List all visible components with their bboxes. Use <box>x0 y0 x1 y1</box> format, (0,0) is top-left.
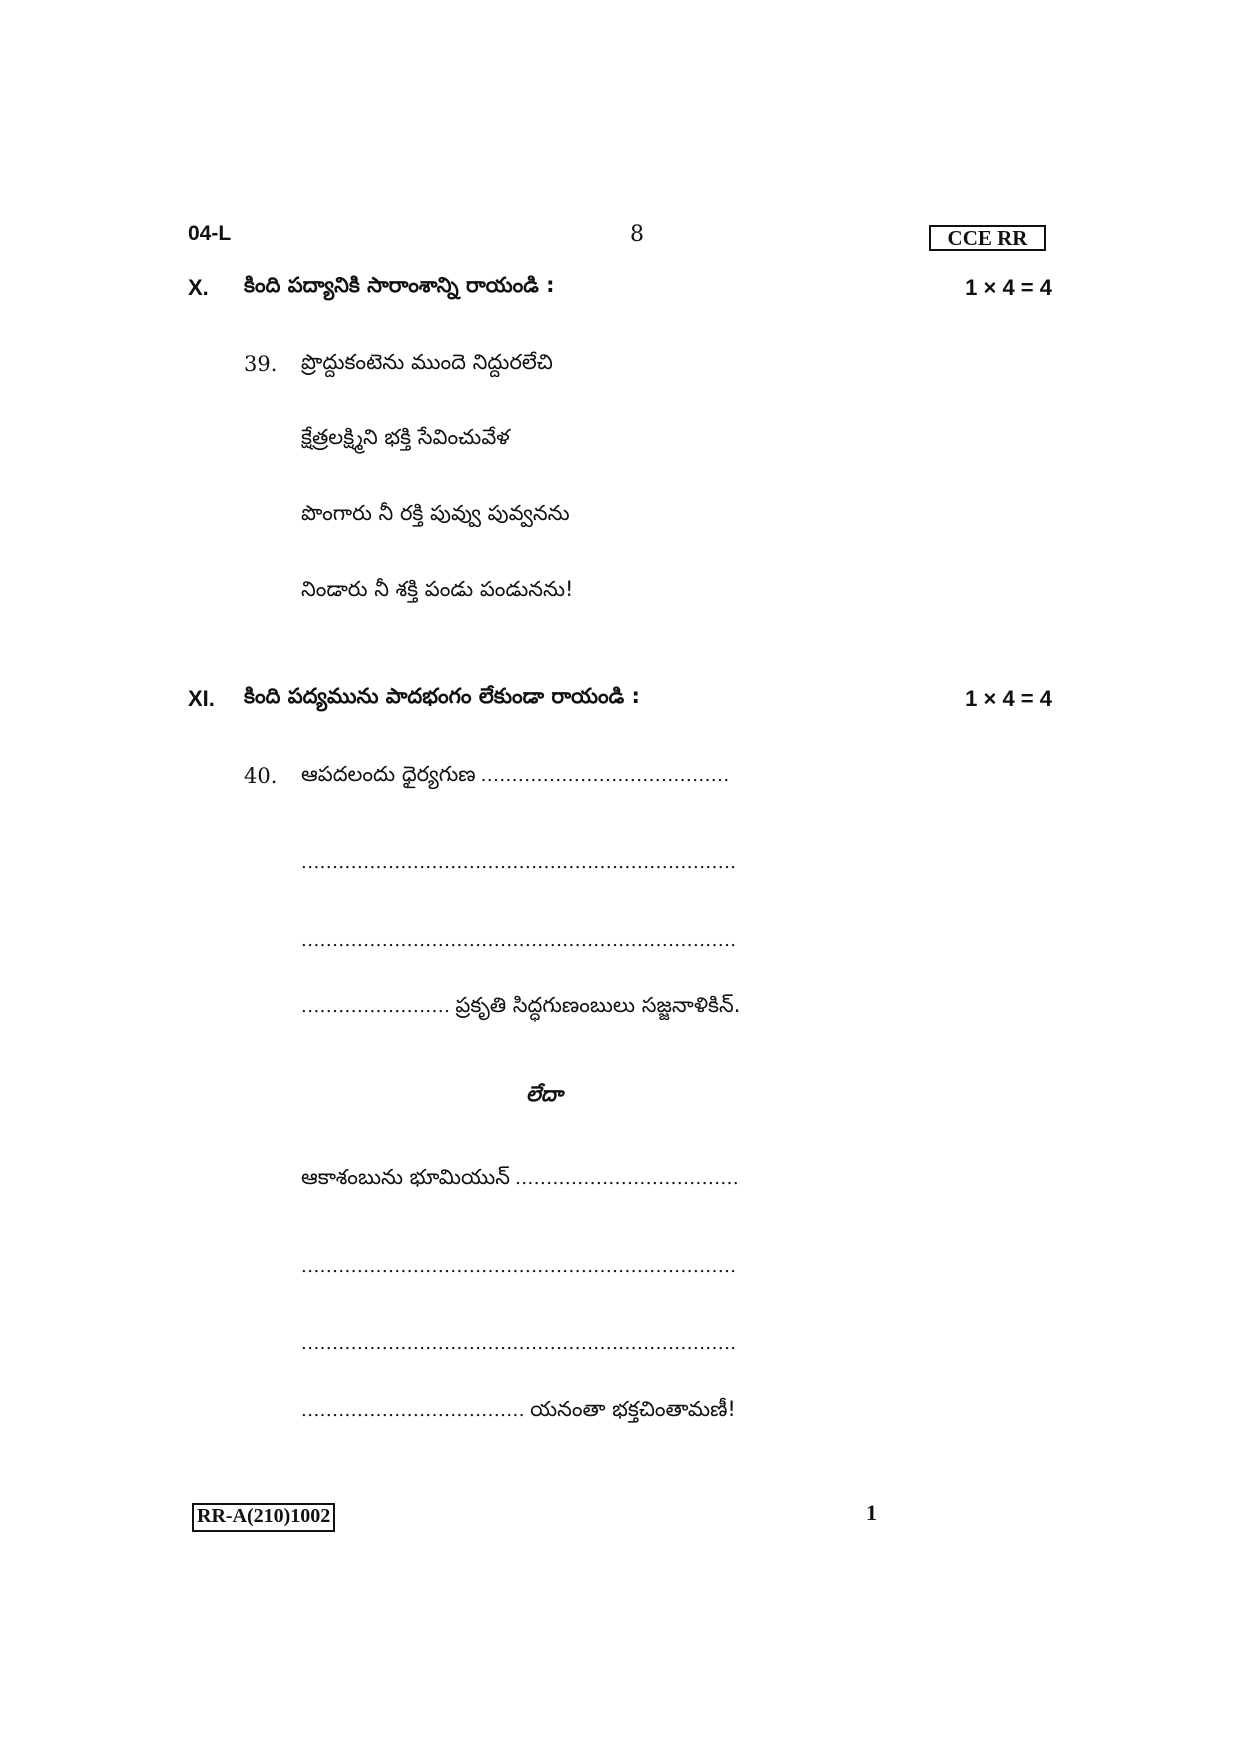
option-b-line-4 <box>301 1397 736 1427</box>
blank-dots: .................................... <box>301 1400 525 1421</box>
page-number: 8 <box>630 222 644 247</box>
section-xi-instruction: కింది పద్యమును పాదభంగం లేకుండా రాయండి : <box>244 684 640 708</box>
exam-board-box: CCE RR <box>929 225 1046 251</box>
blank-dots: ........................ <box>301 996 451 1017</box>
blank-dots: ........................................ <box>480 765 730 786</box>
or-label: లేదా <box>526 1082 563 1106</box>
option-b-line-1-text: ఆకాశంబును భూమియున్ <box>301 1165 511 1189</box>
paper-code: 04-L <box>188 222 232 245</box>
option-b-line-1 <box>301 1165 739 1195</box>
section-x-marks: 1 × 4 = 4 <box>965 275 1052 300</box>
blank-dots: .................................... <box>515 1168 740 1189</box>
section-x-instruction: కింది పద్యానికి సారాంశాన్ని రాయండి : <box>244 273 555 297</box>
verse-line-4: నిండారు నీ శక్తి పండు పండునను! <box>301 577 574 601</box>
option-a-line-2-blank: ...................................................................... <box>301 852 737 873</box>
verse-line-1: ప్రొద్దుకంటెను ముందె నిద్దురలేచి <box>301 350 553 374</box>
option-a-line-1-text: ఆపదలందు ధైర్యగుణ <box>301 762 476 786</box>
verse-line-2: క్షేత్రలక్ష్మిని భక్తి సేవించువేళ <box>301 425 510 449</box>
verse-line-3: పొంగారు నీ రక్తి పువ్వు పువ్వనను <box>301 501 570 525</box>
question-40-number: 40. <box>244 764 278 788</box>
option-a-line-4-text: ప్రకృతి సిద్ధగుణంబులు సజ్జనాళికిన్. <box>455 993 741 1017</box>
section-x-number: X. <box>188 275 209 300</box>
option-b-line-3-blank: ...................................................................... <box>301 1333 737 1354</box>
question-39-number: 39. <box>244 352 278 376</box>
footer-page-number: 1 <box>866 1500 877 1525</box>
option-b-line-4-text: యనంతా భక్తచింతామణీ! <box>530 1397 736 1421</box>
option-b-line-2-blank: ...................................................................... <box>301 1256 737 1277</box>
section-xi-marks: 1 × 4 = 4 <box>965 686 1052 711</box>
option-a-line-3-blank: ...................................................................... <box>301 930 737 951</box>
footer-code-box: RR-A(210)1002 <box>192 1503 335 1532</box>
option-a-line-1 <box>301 762 730 792</box>
option-a-line-4 <box>301 993 740 1023</box>
section-xi-number: XI. <box>188 686 215 711</box>
